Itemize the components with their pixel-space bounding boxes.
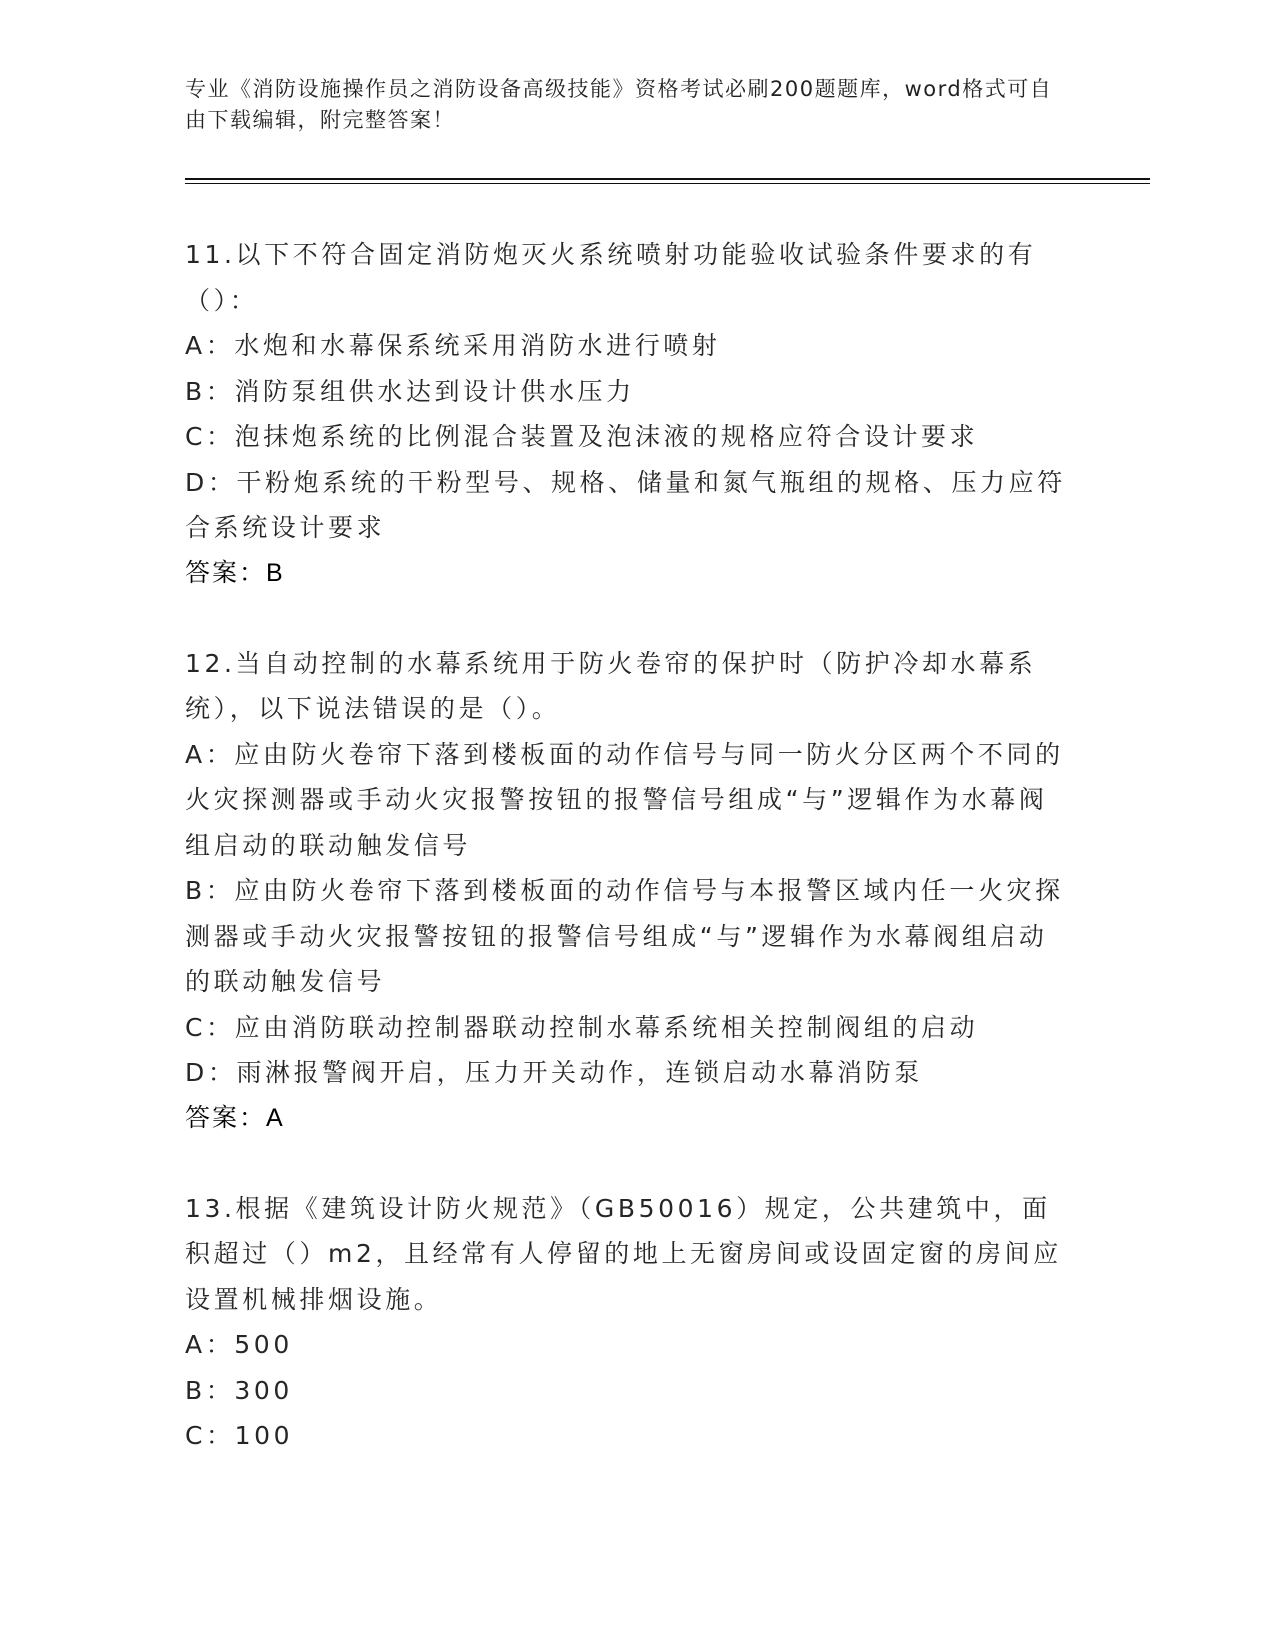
question-12 bbox=[185, 641, 1075, 1141]
question-11 bbox=[185, 232, 1075, 596]
question-stem: 13.根据《建筑设计防火规范》（GB50016）规定，公共建筑中，面积超过（）m2，且经常有人停留的地上无窗房间或设固定窗的房间应设置机械排烟设施。 bbox=[185, 1193, 1062, 1314]
option-b: B：300 bbox=[185, 1375, 293, 1405]
header-rule-thin bbox=[185, 183, 1150, 184]
option-a: A：水炮和水幕保系统采用消防水进行喷射 bbox=[185, 331, 721, 360]
question-spacer bbox=[185, 1141, 1075, 1186]
option-b: B：消防泵组供水达到设计供水压力 bbox=[185, 376, 635, 406]
answer: 答案：B bbox=[185, 558, 285, 587]
question-13 bbox=[185, 1186, 1075, 1459]
answer: 答案：A bbox=[185, 1103, 285, 1132]
option-d: D：干粉炮系统的干粉型号、规格、储量和氮气瓶组的规格、压力应符合系统设计要求 bbox=[185, 467, 1066, 542]
document-header: 专业《消防设施操作员之消防设备高级技能》资格考试必刷200题题库，word格式可自由下载编辑，附完整答案！ bbox=[185, 77, 1053, 132]
option-b: B：应由防火卷帘下落到楼板面的动作信号与本报警区域内任一火灾探测器或手动火灾报警按钮的报警信号组成“与”逻辑作为水幕阀组启动的联动触发信号 bbox=[185, 876, 1064, 996]
question-stem: 11.以下不符合固定消防炮灭火系统喷射功能验收试验条件要求的有（）： bbox=[185, 240, 1037, 315]
question-spacer bbox=[185, 596, 1075, 641]
option-c: C：泡抹炮系统的比例混合装置及泡沫液的规格应符合设计要求 bbox=[185, 422, 979, 451]
header-rule-thick bbox=[185, 178, 1150, 180]
option-a: A：500 bbox=[185, 1330, 293, 1359]
option-a: A：应由防火卷帘下落到楼板面的动作信号与同一防火分区两个不同的火灾探测器或手动火灾报警按钮的报警信号组成“与”逻辑作为水幕阀组启动的联动触发信号 bbox=[185, 739, 1064, 860]
option-c: C：应由消防联动控制器联动控制水幕系统相关控制阀组的启动 bbox=[185, 1012, 979, 1042]
option-c: C：100 bbox=[185, 1421, 294, 1450]
option-d: D：雨淋报警阀开启，压力开关动作，连锁启动水幕消防泵 bbox=[185, 1058, 923, 1087]
question-list bbox=[185, 232, 1075, 1459]
question-stem: 12.当自动控制的水幕系统用于防火卷帘的保护时（防护冷却水幕系统），以下说法错误的是（）。 bbox=[185, 648, 1037, 723]
